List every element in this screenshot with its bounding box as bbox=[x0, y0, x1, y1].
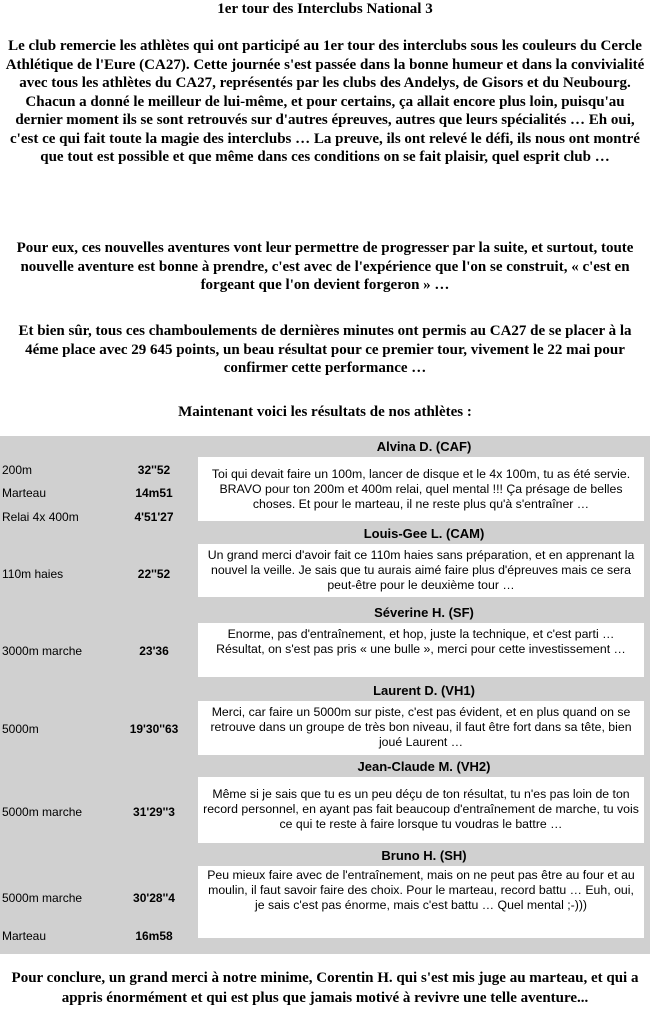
athlete-comment: Toi qui devait faire un 100m, lancer de disque et le 4x 100m, tu as été servie. BRAVO pour ton 200m et 400m relai, quel mental !!! Ça présage de belles choses. Et pour le marteau, il ne reste plus qu'à s'entraîner … bbox=[198, 457, 644, 521]
athlete-block-louis-gee bbox=[0, 524, 650, 602]
athlete-comment: Enorme, pas d'entraînement, et hop, juste la technique, et c'est parti … Résultat, on s'est pas pris « une bulle », merci pour cette investissement … bbox=[198, 623, 644, 677]
athlete-name: Bruno H. (SH) bbox=[381, 848, 467, 863]
event-label: 3000m marche bbox=[2, 644, 83, 658]
athlete-block-alvina bbox=[0, 436, 650, 524]
event-label: Marteau bbox=[2, 929, 47, 943]
page-title: 1er tour des Interclubs National 3 bbox=[217, 1, 433, 17]
performance-value: 14m51 bbox=[135, 486, 173, 500]
athlete-comment: Même si je sais que tu es un peu déçu de ton résultat, tu n'es pas loin de ton record personnel, en ayant pas fait beaucoup d'entraînement de marche, tu vois ce qui te reste à faire lorsque tu voudras le battre … bbox=[198, 777, 644, 843]
athlete-name: Laurent D. (VH1) bbox=[373, 683, 475, 698]
athlete-block-bruno bbox=[0, 846, 650, 954]
event-label: Relai 4x 400m bbox=[2, 510, 79, 524]
athlete-name: Séverine H. (SF) bbox=[374, 605, 474, 620]
athlete-comment: Merci, car faire un 5000m sur piste, c'est pas évident, et en plus quand on se retrouve dans un groupe de très bon niveau, il faut être fort dans sa tête, bien joué Laurent … bbox=[198, 701, 644, 755]
athlete-name: Alvina D. (CAF) bbox=[376, 439, 472, 454]
athlete-block-jean-claude bbox=[0, 758, 650, 846]
athlete-name: Jean-Claude M. (VH2) bbox=[357, 759, 491, 774]
performance-value: 30'28''4 bbox=[133, 891, 175, 905]
intro-paragraph-2: Pour eux, ces nouvelles aventures vont leur permettre de progresser par la suite, et surtout, toute nouvelle aventure est bonne à prendre, c'est avec de l'expérience que l'on se construit, « c'est en forgeant que l'on devient forgeron » … bbox=[16, 240, 634, 293]
event-label: 5000m marche bbox=[2, 805, 83, 819]
athlete-comment: Peu mieux faire avec de l'entraînement, mais on ne peut pas être au four et au moulin, il faut savoir faire des choix. Pour le marteau, record battu … Euh, oui, je sais c'est pas énorme, mais c'est battu … Quel mental ;-))) bbox=[198, 866, 644, 938]
results-table bbox=[0, 436, 650, 954]
event-label: 110m haies bbox=[2, 567, 64, 581]
performance-value: 31'29''3 bbox=[133, 805, 175, 819]
intro-paragraph-1: Le club remercie les athlètes qui ont participé au 1er tour des interclubs sous les couleurs du Cercle Athlétique de l'Eure (CA27). Cette journée s'est passée dans la bonne humeur et dans la convivialité avec tous les athlètes du CA27, représentés par les clubs des Andelys, de Gisors et du Neubourg. Chacun a donné le meilleur de lui-même, et pour certains, ça allait encore plus loin, puisqu'au dernier moment ils se sont retrouvés sur d'autres épreuves, autres que leurs spécialités … Eh oui, c'est ce qui fait toute la magie des interclubs … La preuve, ils ont relevé le défi, ils nous ont montré que tout est possible et que même dans ces conditions on se fait plaisir, quel esprit club … bbox=[5, 38, 645, 165]
conclusion-paragraph: Pour conclure, un grand merci à notre minime, Corentin H. qui s'est mis juge au marteau, et qui a appris énormément et qui est plus que jamais motivé à revivre une telle aventure... bbox=[11, 970, 639, 1006]
athlete-comment: Un grand merci d'avoir fait ce 110m haies sans préparation, et en apprenant la nouvel la veille. Je sais que tu aurais aimé faire plus d'épreuves mais ce sera peut-être pour le deuxième tour … bbox=[198, 544, 644, 597]
event-label: 5000m marche bbox=[2, 891, 83, 905]
results-heading: Maintenant voici les résultats de nos athlètes : bbox=[178, 404, 472, 420]
event-label: Marteau bbox=[2, 486, 47, 500]
athlete-block-severine bbox=[0, 602, 650, 682]
intro-paragraph-3: Et bien sûr, tous ces chamboulements de dernières minutes ont permis au CA27 de se placer à la 4éme place avec 29 645 points, un beau résultat pour ce premier tour, vivement le 22 mai pour confirmer cette performance … bbox=[18, 323, 632, 376]
event-label: 5000m bbox=[2, 722, 39, 736]
performance-value: 19'30''63 bbox=[129, 722, 179, 736]
performance-value: 4'51'27 bbox=[134, 510, 174, 524]
performance-value: 23'36 bbox=[139, 644, 169, 658]
performance-value: 22''52 bbox=[137, 567, 171, 581]
athlete-block-laurent bbox=[0, 682, 650, 758]
performance-value: 16m58 bbox=[135, 929, 173, 943]
athlete-name: Louis-Gee L. (CAM) bbox=[363, 526, 485, 541]
performance-value: 32''52 bbox=[137, 463, 171, 477]
event-label: 200m bbox=[2, 463, 33, 477]
